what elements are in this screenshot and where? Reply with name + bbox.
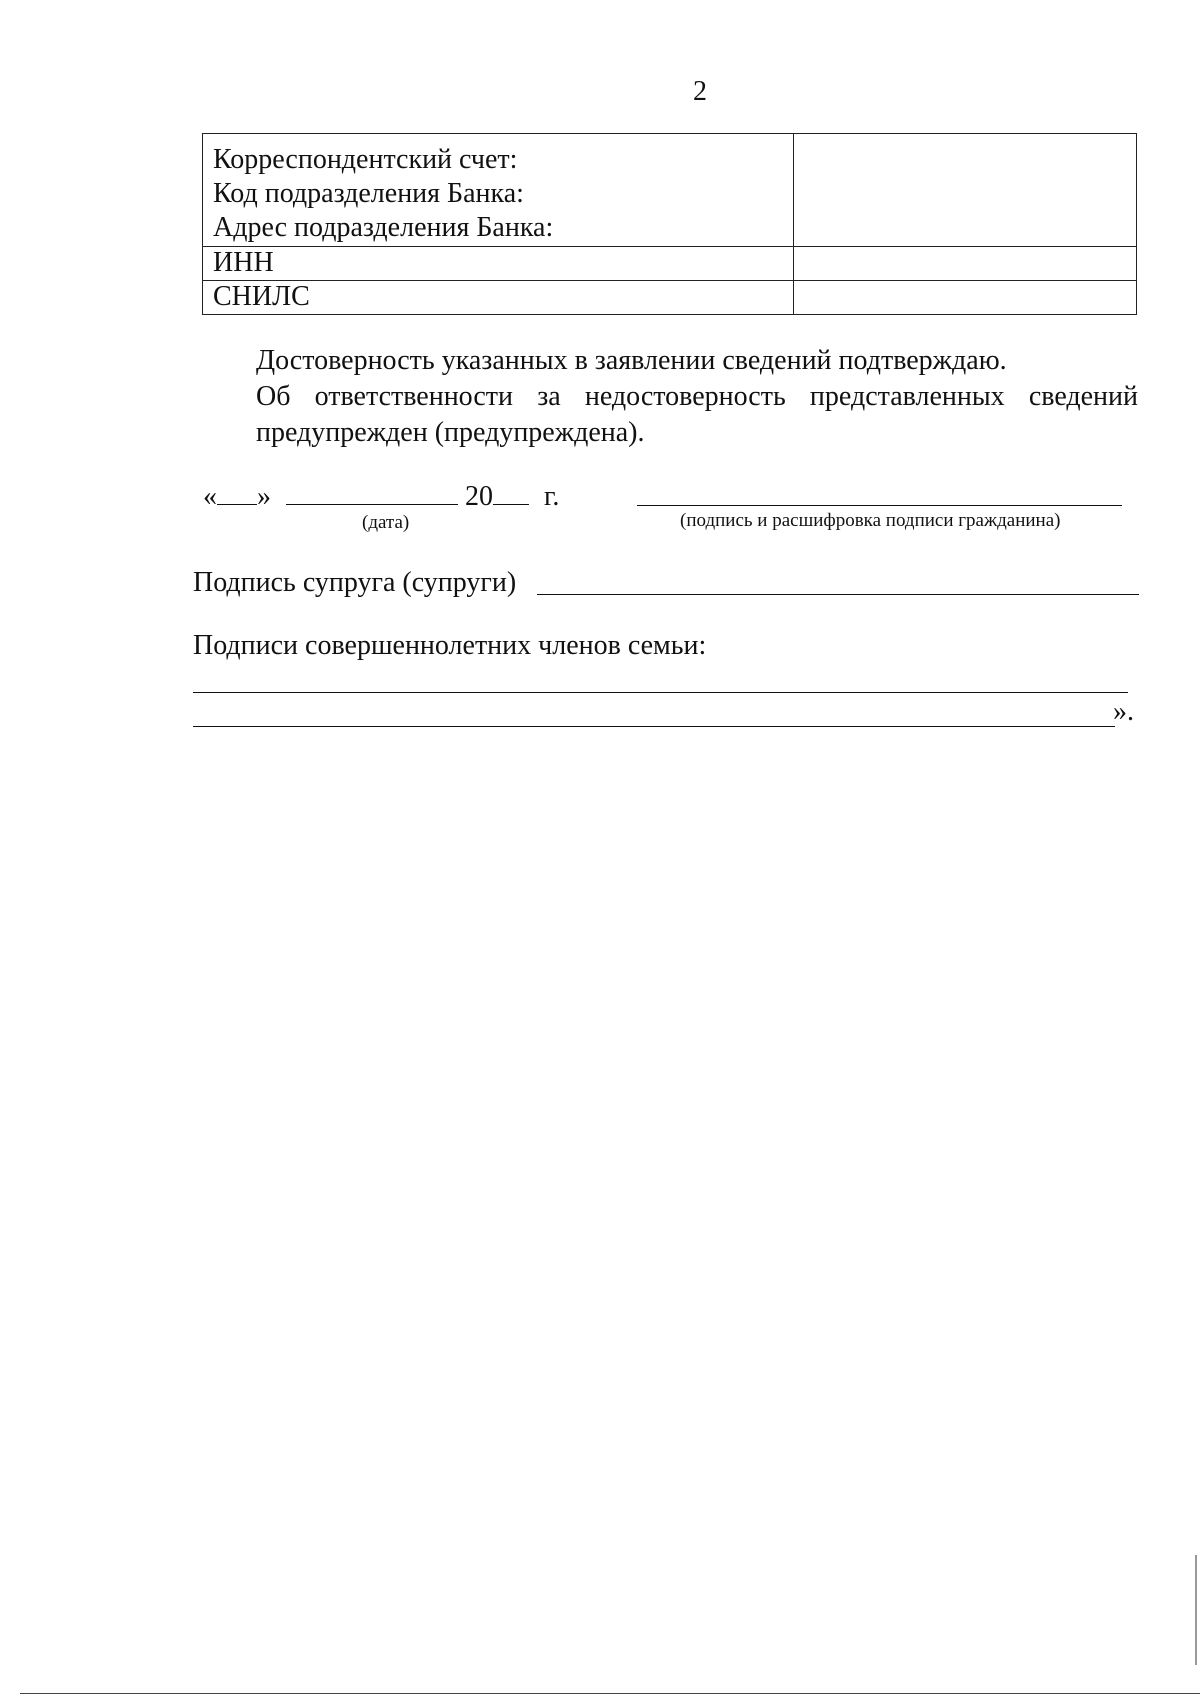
page-bottom-rule (20, 1693, 1200, 1694)
responsibility-line: Об ответственности за недостоверность представленных сведений предупрежден (предупреждена). (256, 381, 1138, 448)
closing-quote: ». (1113, 696, 1134, 727)
scan-edge-mark (1195, 1555, 1197, 1665)
table-row (203, 247, 1137, 281)
confirmation-paragraph (193, 343, 1138, 451)
table-row (203, 281, 1137, 315)
date-row (203, 478, 559, 513)
month-field[interactable] (286, 478, 458, 505)
confirmation-line: Достоверность указанных в заявлении сведений подтверждаю. (256, 345, 1007, 376)
year-suffix: г. (544, 481, 560, 512)
family-signature-line[interactable] (193, 692, 1128, 693)
snils-value-cell[interactable] (794, 281, 1137, 315)
date-caption: (дата) (362, 512, 410, 533)
bank-details-table (202, 133, 1137, 315)
bank-branch-code-label: Код подразделения Банка: (213, 178, 524, 209)
year-field[interactable] (493, 478, 529, 505)
family-signature-line[interactable] (193, 726, 1115, 727)
close-quote: » (257, 481, 271, 512)
table-row (203, 134, 1137, 247)
correspondent-account-label: Корреспондентский счет: (213, 144, 518, 175)
family-signatures-label: Подписи совершеннолетних членов семьи: (193, 630, 707, 661)
open-quote: « (203, 481, 217, 512)
snils-label: СНИЛС (203, 281, 794, 315)
citizen-signature-line[interactable] (637, 505, 1122, 506)
day-field[interactable] (217, 478, 257, 505)
spouse-signature-line[interactable] (537, 594, 1139, 595)
signature-caption: (подпись и расшифровка подписи гражданина) (680, 510, 1061, 531)
century-text: 20 (465, 481, 493, 512)
bank-details-label-cell (203, 134, 794, 247)
bank-branch-address-label: Адрес подразделения Банка: (213, 212, 554, 243)
inn-label: ИНН (203, 247, 794, 281)
spouse-signature-label: Подпись супруга (супруги) (193, 567, 517, 598)
page-number: 2 (693, 76, 707, 107)
inn-value-cell[interactable] (794, 247, 1137, 281)
bank-details-value-cell[interactable] (794, 134, 1137, 247)
